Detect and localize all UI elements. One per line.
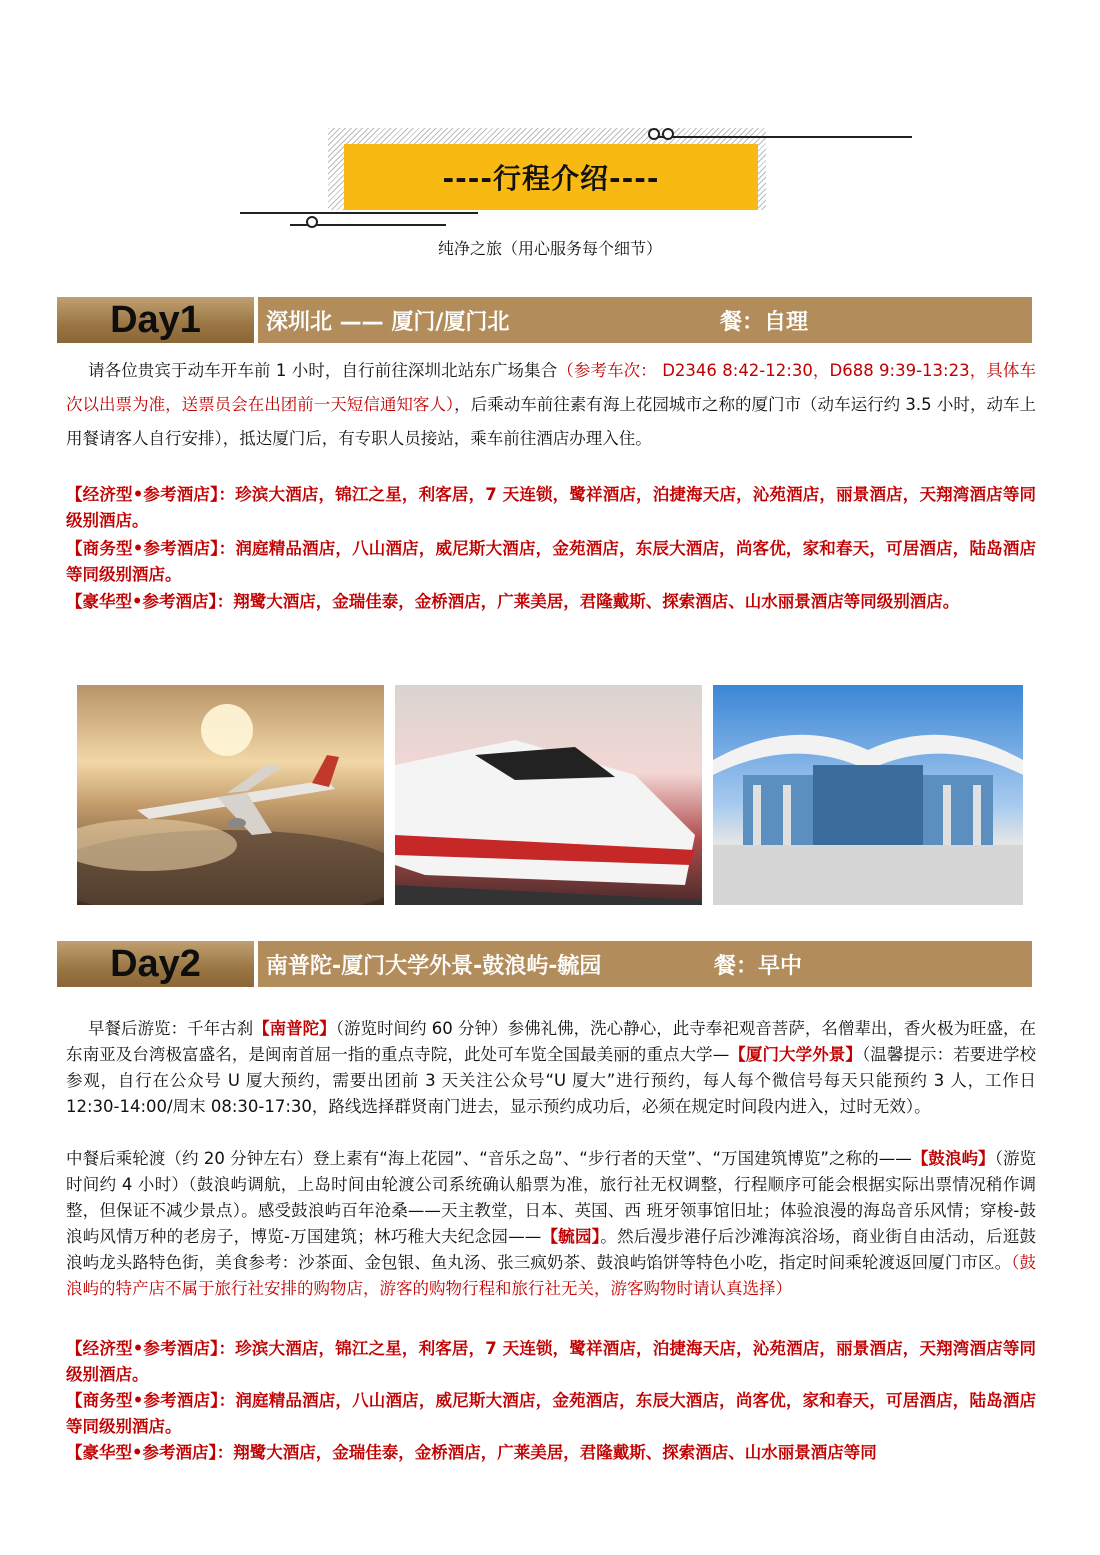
day1-train-info: （参考车次： D2346 8:42-12:30，D688 9:39-13:23，具体车次以出票为准，送票员会在出团前一天短信通知客人） (66, 361, 1036, 414)
title-block (240, 120, 920, 240)
day1-route: 深圳北 —— 厦门/厦门北 (266, 309, 510, 335)
gulangyu-highlight: 【鼓浪屿】 (911, 1149, 995, 1168)
deco-line-bottom (240, 212, 478, 214)
day2-afternoon (66, 1146, 1036, 1302)
day2-p2-text-a: 中餐后乘轮渡（约 20 分钟左右）登上素有“海上花园”、“音乐之岛”、“步行者的天堂”、“万国建筑博览”之称的—— (66, 1149, 912, 1168)
day2-meal: 餐：早中 (714, 953, 803, 979)
day1-intro-text-b: ，后乘动车前往素有海上花园城市之称的厦门市（动车运行约 3.5 小时，动车上用餐请客人自行安排），抵达厦门后，有专职人员接站，乘车前往酒店办理入住。 (66, 395, 1036, 448)
deco-dot-top (648, 128, 660, 140)
day2-morning (66, 1016, 1036, 1120)
day2-route: 南普陀-厦门大学外景-鼓浪屿-毓园 (266, 953, 602, 979)
deco-dot-top-2 (662, 128, 674, 140)
day2-header (57, 941, 1032, 987)
day1-route-bar (258, 297, 1032, 343)
day1-meal: 餐：自理 (720, 309, 809, 335)
deco-line-top (650, 136, 912, 138)
page-title: ----行程介绍---- (344, 144, 758, 210)
page-subtitle: 纯净之旅（用心服务每个细节） (437, 239, 662, 258)
day2-hotel-luxury: 【豪华型•参考酒店】：翔鹭大酒店，金瑞佳泰，金桥酒店，广莱美居，君隆戴斯、探索酒店、山水丽景酒店等同 (66, 1443, 877, 1462)
airplane-photo (77, 685, 384, 905)
day2-hotel-economy: 【经济型•参考酒店】：珍滨大酒店，锦江之星，利客居，7 天连锁，鹭祥酒店，泊捷海天店，沁苑酒店，丽景酒店，天翔湾酒店等同级别酒店。 (66, 1339, 1036, 1384)
railway-station-photo (713, 685, 1023, 905)
day1-hotel-business: 【商务型•参考酒店】：润庭精品酒店，八山酒店，威尼斯大酒店，金苑酒店，东辰大酒店，尚客优，家和春天，可居酒店，陆岛酒店等同级别酒店。 (66, 539, 1036, 584)
day2-p2-text-c: （游览时间约 4 小时）（鼓浪屿调航，上岛时间由轮渡公司系统确认船票为准，旅行社无权调整，行程顺序可能会根据实际出票情况稍作调整，但保证不减少景点）。感受鼓浪屿百年沧桑——天主教堂，日本、英国、西 班牙领事馆旧址；体验浪漫的海岛音乐风情；穿梭-鼓浪屿风情万种的老房子，博览-万国建筑；林巧稚大夫纪念园—— (66, 1149, 1037, 1246)
shopping-notice: （鼓浪屿的特产店不属于旅行社安排的购物店，游客的购物行程和旅行社无关，游客购物时请认真选择） (66, 1253, 1037, 1298)
day1-hotel-economy: 【经济型•参考酒店】：珍滨大酒店，锦江之星，利客居，7 天连锁，鹭祥酒店，泊捷海天店，沁苑酒店，丽景酒店，天翔湾酒店等同级别酒店。 (66, 485, 1036, 530)
day1-header (57, 297, 1032, 343)
day1-intro-text-a: 请各位贵宾于动车开车前 1 小时，自行前往深圳北站东广场集合 (88, 361, 558, 380)
deco-dot-bottom (306, 216, 318, 228)
photo-strip (77, 685, 1023, 905)
day2-p1-text-c: （游览时间约 60 分钟）参佛礼佛，洗心静心，此寺奉祀观音菩萨，名僧辈出，香火极为旺盛，在东南亚及台湾极富盛名，是闽南首屈一指的重点寺院，此处可车览全国最美丽的重点大学— (66, 1019, 1037, 1064)
day2-p1-text-a: 早餐后游览：千年古刹 (88, 1019, 254, 1038)
day2-p1-text-e: （温馨提示：若要进学校参观，自行在公众号 U 厦大预约，需要出团前 3 天关注公众号“U 厦大”进行预约，每人每个微信号每天只能预约 3 人，工作日 12:30-14:00/周末 08:30-17:30，路线选择群贤南门进去，显示预约成功后，必须在规定时间段内进入，过时无效）。 (66, 1045, 1037, 1116)
nanputuo-highlight: 【南普陀】 (253, 1019, 336, 1038)
day1-intro (66, 354, 1036, 456)
day2-label: Day2 (57, 941, 254, 987)
day2-route-bar (258, 941, 1032, 987)
day2-hotel-business: 【商务型•参考酒店】：润庭精品酒店，八山酒店，威尼斯大酒店，金苑酒店，东辰大酒店，尚客优，家和春天，可居酒店，陆岛酒店等同级别酒店。 (66, 1391, 1036, 1436)
day1-hotel-luxury: 【豪华型•参考酒店】：翔鹭大酒店，金瑞佳泰，金桥酒店，广莱美居，君隆戴斯、探索酒店、山水丽景酒店等同级别酒店。 (66, 592, 960, 611)
yuyuan-highlight: 【毓园】 (541, 1227, 601, 1246)
day2-p2-text-e: 。然后漫步港仔后沙滩海滨浴场，商业街自由活动，后逛鼓浪屿龙头路特色街，美食参考：沙茶面、金包银、鱼丸汤、张三疯奶茶、鼓浪屿馅饼等特色小吃，指定时间乘轮渡返回厦门市区。 (66, 1227, 1036, 1272)
high-speed-train-photo (395, 685, 702, 905)
day1-label: Day1 (57, 297, 254, 343)
xiamen-university-highlight: 【厦门大学外景】 (729, 1045, 862, 1064)
